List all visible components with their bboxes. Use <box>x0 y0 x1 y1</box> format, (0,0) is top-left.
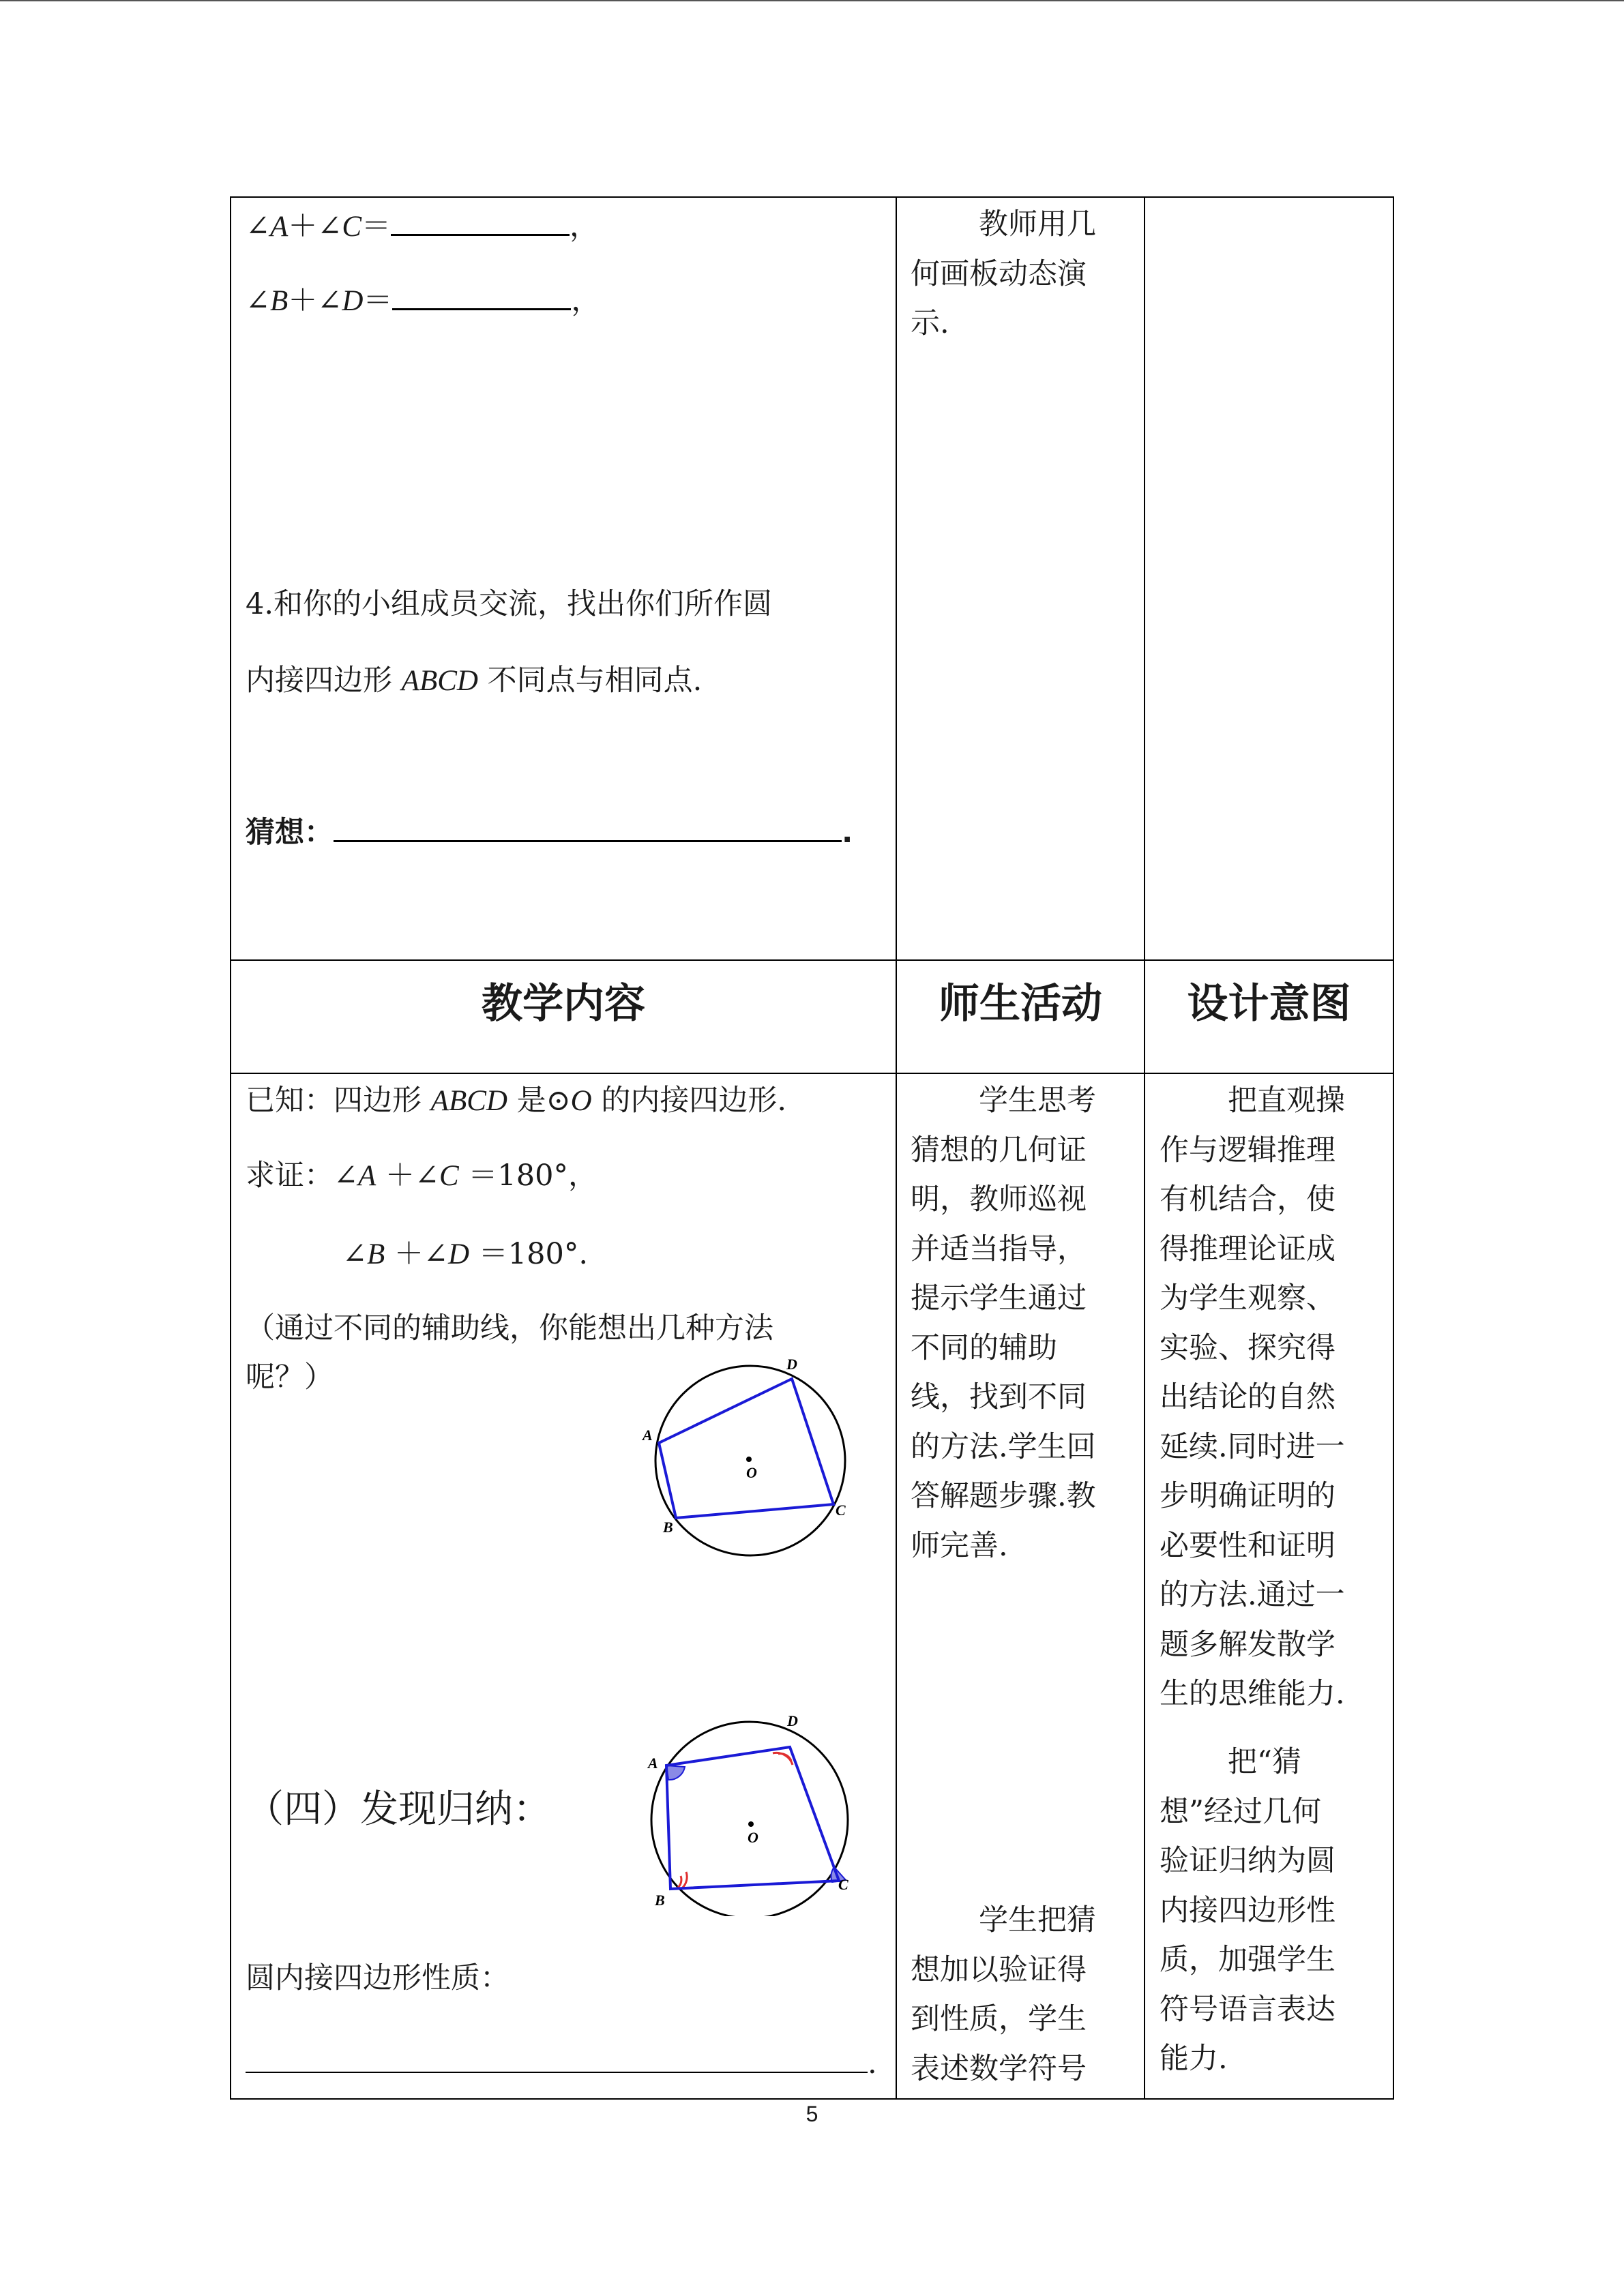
center-dot <box>748 1821 754 1827</box>
header-design-intent: 设计意图 <box>1187 980 1351 1028</box>
page-number: 5 <box>806 2102 818 2126</box>
column-divider-2 <box>1144 196 1145 2100</box>
property-answer-line: . <box>246 2039 877 2088</box>
guess-line: 猜想： . <box>246 816 853 850</box>
teacher-demo-text: 教师用几 何画板动态演 示. <box>911 207 1096 340</box>
circumcircle <box>651 1722 848 1916</box>
center-dot <box>746 1457 752 1462</box>
table-top-border <box>230 196 1394 198</box>
question-4-line-1: 4.和你的小组成员交流，找出你们所作圆 <box>246 587 773 621</box>
activity-text-2: 学生把猜 想加以验证得 到性质，学生 表述数学符号 <box>911 1903 1096 2086</box>
label-o: O <box>746 1464 757 1481</box>
table-left-border <box>230 196 231 2100</box>
design-intent-text-1: 把直观操 作与逻辑推理 有机结合，使 得推理论证成 为学生观察、 实验、探究得 出结论的自然 延续.同时进一 步明确证明的 必要性和证明 的方法.通过一 题多解发散学 生的思维能力. <box>1160 1084 1345 1711</box>
question-4-line-2: 内接四边形 ABCD 不同点与相同点. <box>246 664 703 698</box>
table-bottom-border <box>230 2098 1394 2100</box>
prove-line-1: 求证：∠A ＋∠C ＝180°， <box>246 1159 597 1193</box>
answer-blank[interactable] <box>391 213 570 236</box>
section-title-discover-summarize: （四）发现归纳： <box>246 1787 551 1832</box>
label-b: B <box>663 1519 673 1536</box>
header-top-border <box>230 959 1394 961</box>
page-top-border <box>0 0 1624 1</box>
hint-line-1: （通过不同的辅助线，你能想出几种方法 <box>246 1311 773 1345</box>
activity-text-1: 学生思考 猜想的几何证 明，教师巡视 并适当指导， 提示学生通过 不同的辅助 线，找到不同 的方法.学生回 答解题步骤.教 师完善. <box>911 1084 1096 1563</box>
label-d: D <box>787 1712 798 1729</box>
label-d: D <box>786 1356 797 1373</box>
label-b: B <box>655 1892 665 1909</box>
property-blank[interactable] <box>246 2051 868 2073</box>
label-a: A <box>643 1427 653 1444</box>
guess-blank[interactable] <box>334 820 842 842</box>
quadrilateral-abcd <box>659 1379 833 1518</box>
hint-line-2: 呢？） <box>246 1360 334 1395</box>
table-right-border <box>1393 196 1394 2100</box>
given-statement: 已知：四边形 ABCD 是⊙O 的内接四边形. <box>246 1084 787 1118</box>
header-teacher-student-activity: 师生活动 <box>939 980 1102 1028</box>
label-c: C <box>836 1502 846 1519</box>
angle-b-mark-outer <box>682 1872 687 1888</box>
prove-line-2: ∠B ＋∠D ＝180°. <box>342 1237 588 1271</box>
angle-ac-line: ∠A＋∠C＝ ， <box>246 209 600 243</box>
header-teaching-content: 教学内容 <box>482 980 645 1028</box>
answer-blank[interactable] <box>392 288 571 310</box>
label-a: A <box>648 1755 658 1772</box>
angle-bd-line: ∠B＋∠D＝ ， <box>246 284 601 318</box>
angle-b-mark-inner <box>678 1876 681 1888</box>
design-intent-text-2: 把“猜 想”经过几何 验证归纳为圆 内接四边形性 质，加强学生 符号语言表达 能力. <box>1160 1745 1335 2076</box>
quadrilateral-abcd <box>666 1747 839 1889</box>
angle-a-mark <box>666 1765 685 1780</box>
property-label: 圆内接四边形性质： <box>246 1961 510 1995</box>
column-divider-1 <box>896 196 897 2100</box>
cyclic-quadrilateral-figure-2 <box>634 1705 859 1916</box>
label-c: C <box>838 1876 848 1893</box>
label-o: O <box>748 1829 758 1846</box>
header-bottom-border <box>230 1073 1394 1074</box>
cyclic-quadrilateral-figure-1 <box>634 1354 859 1558</box>
